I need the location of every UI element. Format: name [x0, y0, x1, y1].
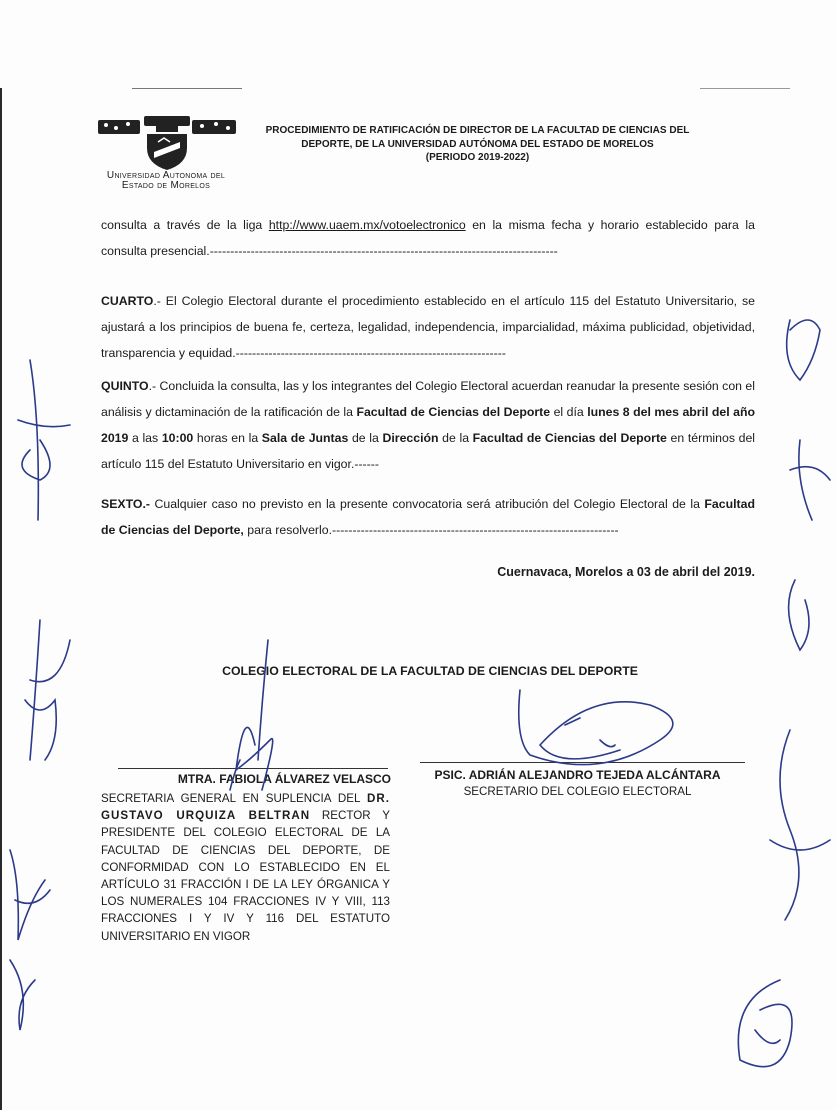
paragraph-consulta [101, 212, 755, 264]
quinto-text-4: horas en la [193, 431, 262, 445]
title-line2: DEPORTE, DE LA UNIVERSIDAD AUTÓNOMA DEL ESTADO DE MORELOS [301, 138, 654, 150]
quinto-label: QUINTO [101, 379, 149, 393]
quinto-text-3: a las [128, 431, 162, 445]
paragraph-sexto [101, 491, 755, 543]
dash-fill: ------------------------------------------------------------------ [235, 346, 506, 360]
quinto-text-6: de la [438, 431, 473, 445]
place-date: Cuernavaca, Morelos a 03 de abril del 2019. [497, 565, 755, 579]
quinto-bold-4: Sala de Juntas [261, 431, 349, 445]
signature-line-right [420, 762, 745, 763]
title-line1: PROCEDIMIENTO DE RATIFICACIÓN DE DIRECTOR DE LA FACULTAD DE CIENCIAS DEL [265, 125, 690, 136]
institution-line2: Estado de Morelos [121, 180, 211, 191]
title-line3: (PERIODO 2019-2022) [425, 152, 530, 163]
dash-fill: ------ [354, 457, 379, 471]
quinto-text-5: de la [348, 431, 383, 445]
signature-line-left [118, 768, 388, 769]
p0-text-b: en la misma fecha y horario establecido para la consulta presencial. [101, 218, 755, 258]
cuarto-text: .- El Colegio Electoral durante el procedimiento establecido en el artículo 115 del Estatuto Universitario, se ajustará a los principios de buena fe, certeza, legalidad, independencia, imparcialidad, máxima publicidad, objetividad, transparencia y equidad. [101, 294, 755, 360]
left-role-text-2: RECTOR Y PRESIDENTE DEL COLEGIO ELECTORAL DE LA FACULTAD DE CIENCIAS DEL DEPORTE, DE CONFORMIDAD CON LO ESTABLECIDO EN EL ARTÍCULO 31 FRACCIÓN I DE LA LEY ÓRGANICA Y LOS NUMERALES 104 FRACCIONES IV Y VIII, 113 FRACCIONES I Y IV Y 116 DEL ESTATUTO UNIVERSITARIO EN VIGOR [101, 809, 390, 943]
voto-electronico-link[interactable]: http://www.uaem.mx/votoelectronico [268, 218, 466, 232]
p0-text-a: consulta a través de la liga [101, 218, 269, 232]
signer-right-role: SECRETARIO DEL COLEGIO ELECTORAL [463, 785, 692, 798]
quinto-text-1: .- Concluida la consulta, las y los integrantes del Colegio Electoral acuerdan reanudar la presente sesión con el análisis y dictaminación de la ratificación de la [101, 379, 755, 419]
left-role-text-1: SECRETARIA GENERAL EN SUPLENCIA DEL [101, 792, 360, 805]
cuarto-label: CUARTO [101, 294, 154, 308]
sexto-text-2: para resolverlo. [243, 523, 332, 537]
left-role-bold: DR. GUSTAVO URQUIZA BELTRAN [101, 792, 390, 823]
paragraph-cuarto [101, 288, 755, 366]
quinto-bold-6: Facultad de Ciencias del Deporte [472, 431, 667, 445]
quinto-bold-5: Dirección [382, 431, 439, 445]
quinto-bold-2: lunes 8 del mes abril del año 2019 [101, 405, 756, 445]
signer-left-role [101, 790, 390, 945]
paragraph-quinto [101, 373, 755, 477]
institution-name [92, 171, 240, 191]
page-edge [0, 88, 2, 1110]
quinto-text-7: en términos del artículo 115 del Estatuto Universitario en vigor. [101, 431, 756, 471]
sexto-text-1: Cualquier caso no previsto en la presente convocatoria será atribución del Colegio Electoral de la [149, 497, 705, 511]
quinto-bold-3: 10:00 [161, 431, 194, 445]
quinto-bold-1: Facultad de Ciencias del Deporte [356, 405, 551, 419]
sexto-label: SEXTO.- [101, 497, 150, 511]
colegio-heading: COLEGIO ELECTORAL DE LA FACULTAD DE CIENCIAS DEL DEPORTE [222, 664, 638, 678]
top-rule [132, 88, 242, 89]
document-header-title [250, 124, 705, 165]
top-rule-right [700, 88, 790, 89]
quinto-text-2: el día [550, 405, 588, 419]
signer-left-name: MTRA. FABIOLA ÁLVAREZ VELASCO [177, 772, 391, 786]
dash-fill: ---------------------------------------------------------------------- [332, 523, 619, 537]
signer-right-name: PSIC. ADRIÁN ALEJANDRO TEJEDA ALCÁNTARA [434, 768, 721, 782]
dash-fill: ------------------------------------------------------------------------------------- [209, 244, 558, 258]
sexto-bold-1: Facultad de Ciencias del Deporte, [101, 497, 755, 537]
institution-line1: Universidad Autonoma del [106, 170, 226, 181]
